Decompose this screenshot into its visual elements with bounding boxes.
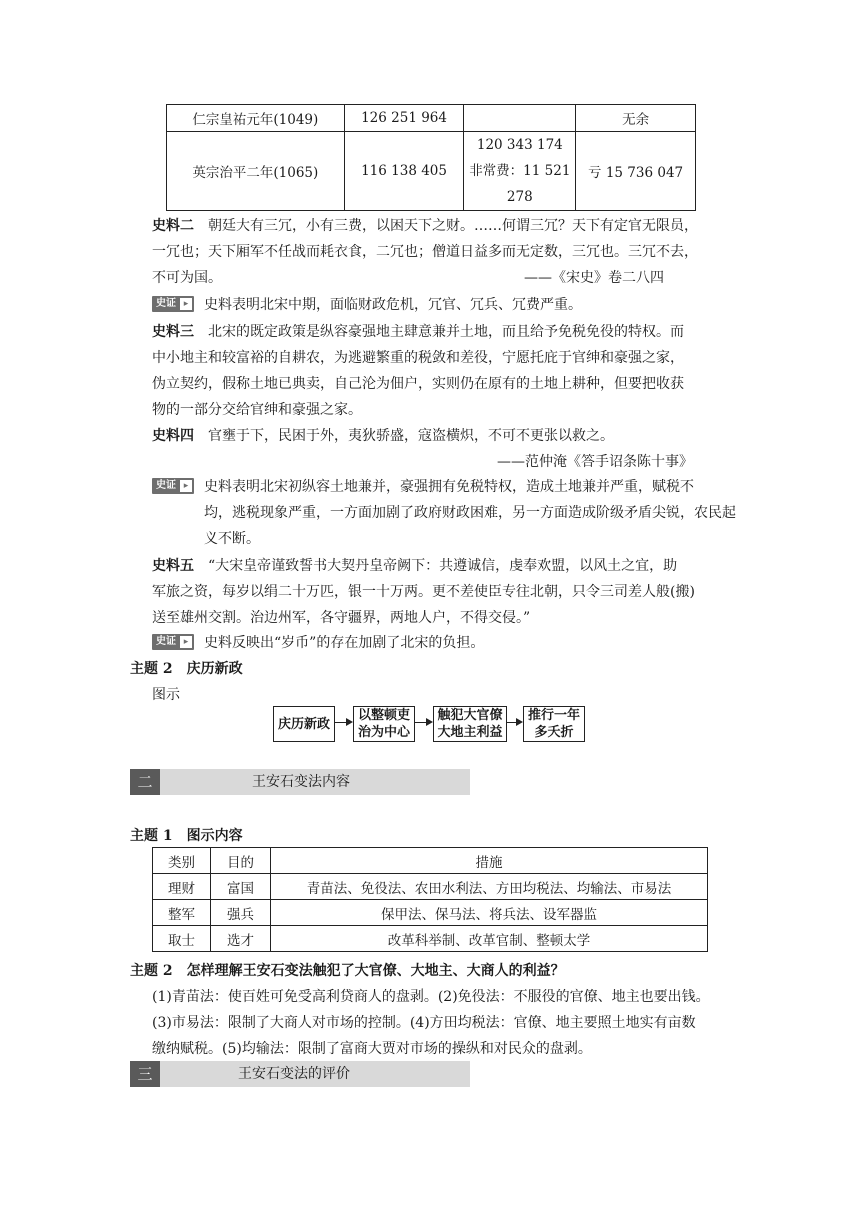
- evidence-badge: 史证 ▸: [152, 478, 194, 494]
- evidence-2-line3: 义不断。: [204, 531, 260, 547]
- table-row: [153, 926, 708, 952]
- flow-text: 大地主利益: [437, 725, 503, 740]
- flow-box-offend: [433, 706, 507, 742]
- answer-line2: (3)市易法：限制了大商人对市场的控制。(4)方田均税法：官僚、地主要照土地实有亩数: [152, 1015, 696, 1031]
- source-label: 史料四: [152, 428, 194, 444]
- income-cell: 116 138 405: [344, 132, 464, 211]
- table-row: [153, 900, 708, 926]
- flow-arrow: [507, 722, 521, 723]
- source-text: 伪立契约，假称土地已典卖，自己沦为佃户，实则仍在原有的土地上耕种，但要把收获: [152, 376, 684, 392]
- source-text: 官壅于下，民困于外，夷狄骄盛，寇盗横炽，不可不更张以救之。: [208, 428, 614, 444]
- source-3: [152, 319, 712, 423]
- answer-line1: (1)青苗法：使百姓可免受高利贷商人的盘剥。(2)免役法：不服役的官僚、地主也要出钱。: [152, 989, 710, 1005]
- topic-heading: 主题 1 图示内容: [130, 828, 243, 844]
- section-header: [130, 1061, 470, 1087]
- source-text: 送至雄州交割。治边州军，各守疆界，两地人户，不得交侵。”: [152, 610, 531, 626]
- purpose-cell: 富国: [211, 874, 271, 900]
- source-text: 不可为国。: [152, 270, 222, 286]
- reign-cell: 仁宗皇祐元年(1049): [167, 105, 345, 132]
- arrow-right-icon: ▸: [180, 636, 192, 648]
- reign-cell: 英宗治平二年(1065): [167, 132, 345, 211]
- flow-text: 以整顿吏: [357, 708, 410, 723]
- table-header-row: [153, 848, 708, 874]
- evidence-badge: 史证 ▸: [152, 296, 194, 312]
- source-text: “大宋皇帝谨致誓书大契丹皇帝阙下：共遵诚信，虔奉欢盟，以风土之宜，助: [208, 558, 678, 574]
- flow-text: 庆历新政: [277, 716, 330, 732]
- evidence-3: 史料反映出“岁币”的存在加剧了北宋的负担。: [204, 635, 485, 651]
- column-header: 措施: [271, 848, 708, 874]
- column-header: 目的: [211, 848, 271, 874]
- purpose-cell: 强兵: [211, 900, 271, 926]
- measures-cell: 改革科举制、改革官制、整顿太学: [271, 926, 708, 952]
- reform-table: [152, 847, 708, 952]
- category-cell: 取士: [153, 926, 211, 952]
- arrow-right-icon: ▸: [180, 298, 192, 310]
- section-title: 王安石变法的评价: [238, 1066, 350, 1082]
- expense-cell: [464, 132, 576, 211]
- source-label: 史料五: [152, 558, 194, 574]
- arrow-right-icon: ▸: [180, 480, 192, 492]
- flow-text: 多夭折: [534, 725, 574, 740]
- purpose-cell: 选才: [211, 926, 271, 952]
- section-number: 三: [130, 1061, 160, 1087]
- expense-line: 120 343 174: [476, 137, 563, 153]
- topic-heading: 主题 2 怎样理解王安石变法触犯了大官僚、大地主、大商人的利益？: [130, 963, 565, 979]
- flow-text: 治为中心: [357, 725, 410, 740]
- flow-box-fail: [523, 706, 585, 742]
- flow-arrow: [415, 722, 431, 723]
- category-cell: 理财: [153, 874, 211, 900]
- diagram-label: 图示: [152, 687, 180, 703]
- table-row: [153, 874, 708, 900]
- balance-cell: 无余: [576, 105, 696, 132]
- source-2-line2: 一冗也；天下厢军不任战而耗衣食，二冗也；僧道日益多而无定数，三冗也。三冗不去，: [152, 244, 698, 260]
- source-text: 中小地主和较富裕的自耕农，为逃避繁重的税敛和差役，宁愿托庇于官绅和豪强之家，: [152, 350, 684, 366]
- section-number: 二: [130, 769, 160, 795]
- table-row: [167, 132, 696, 211]
- expense-line: 非常费：11 521: [469, 163, 571, 179]
- source-text: 朝廷大有三冗，小有三费，以困天下之财。……何谓三冗？天下有定官无限员，: [208, 218, 698, 234]
- evidence-1: 史料表明北宋中期，面临财政危机，冗官、冗兵、冗费严重。: [204, 297, 582, 313]
- citation: ——范仲淹《答手诏条陈十事》: [497, 454, 693, 470]
- balance-cell: 亏 15 736 047: [576, 132, 696, 211]
- income-cell: 126 251 964: [344, 105, 464, 132]
- table-row: [167, 105, 696, 132]
- citation: ——《宋史》卷二八四: [524, 270, 664, 286]
- source-label: 史料二: [152, 218, 194, 234]
- source-2-line1: [152, 213, 712, 239]
- expense-line: 278: [506, 189, 533, 205]
- column-header: 类别: [153, 848, 211, 874]
- flow-text: 推行一年: [527, 708, 580, 723]
- topic-heading: 主题 2 庆历新政: [130, 661, 243, 677]
- source-4: [152, 423, 712, 475]
- category-cell: 整军: [153, 900, 211, 926]
- section-header: [130, 769, 470, 795]
- evidence-badge: 史证 ▸: [152, 634, 194, 650]
- source-2-line3: [152, 265, 712, 291]
- source-text: 北宋的既定政策是纵容豪强地主肆意兼并土地，而且给予免税免役的特权。而: [208, 324, 684, 340]
- evidence-2-line1: 史料表明北宋初纵容土地兼并，豪强拥有免税特权，造成土地兼并严重，赋税不: [204, 479, 694, 495]
- measures-cell: 青苗法、免役法、农田水利法、方田均税法、均输法、市易法: [271, 874, 708, 900]
- source-text: 物的一部分交给官绅和豪强之家。: [152, 402, 362, 418]
- expense-cell: [464, 105, 576, 132]
- source-text: 军旅之资，每岁以绢二十万匹，银一十万两。更不差使臣专往北朝，只令三司差人般(搬): [152, 584, 695, 600]
- evidence-2-line2: 均，逃税现象严重，一方面加剧了政府财政困难，另一方面造成阶级矛盾尖锐，农民起: [204, 505, 736, 521]
- flow-arrow: [335, 722, 351, 723]
- answer-line3: 缴纳赋税。(5)均输法：限制了富商大贾对市场的操纵和对民众的盘剥。: [152, 1041, 592, 1057]
- flow-box-qingli: [273, 706, 335, 742]
- flow-text: 触犯大官僚: [437, 708, 503, 723]
- source-5: [152, 553, 712, 631]
- source-2: [152, 213, 712, 291]
- flow-box-rectify: [353, 706, 415, 742]
- fiscal-table: [166, 104, 696, 211]
- measures-cell: 保甲法、保马法、将兵法、设军器监: [271, 900, 708, 926]
- section-title: 王安石变法内容: [252, 774, 350, 790]
- source-label: 史料三: [152, 324, 194, 340]
